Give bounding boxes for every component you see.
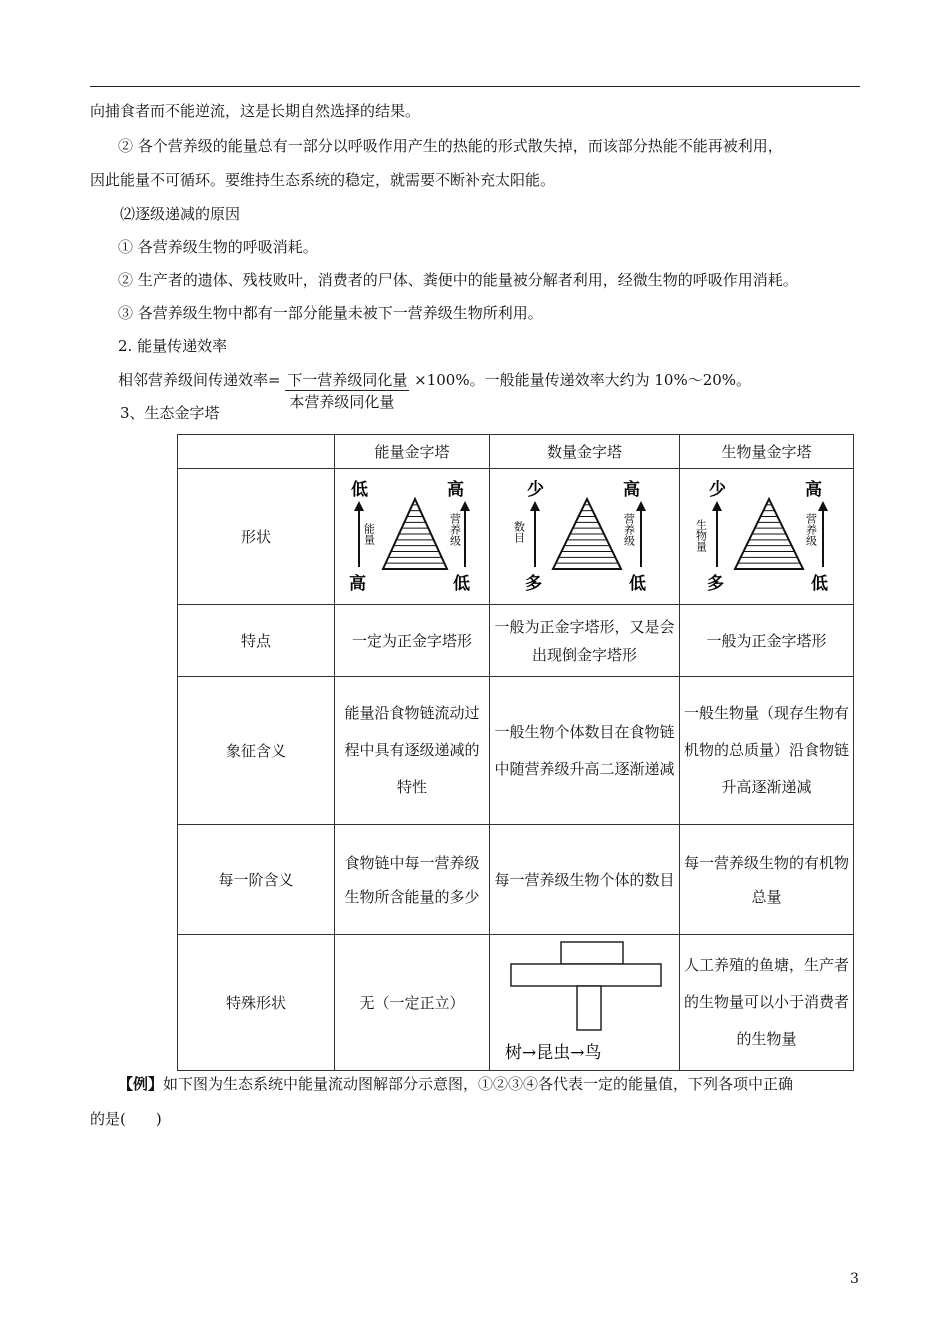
paragraph: ③ 各营养级生物中都有一部分能量未被下一营养级生物所利用。 [118,304,543,322]
table-cell: 一般为正金字塔形 [680,605,854,677]
food-chain-label: 树→昆虫→鸟 [504,1042,601,1063]
label-bottom-right: 低 [628,573,646,594]
table-row-meaning [178,677,854,825]
table-cell: 能量沿食物链流动过程中具有逐级递减的特性 [335,677,490,825]
paragraph: ② 各个营养级的能量总有一部分以呼吸作用产生的热能的形式散失掉，而该部分热能不能再被利用， [118,137,783,155]
ecological-pyramid-table [177,434,854,1071]
axis-label-left: 数目 [512,520,525,543]
page-number: 3 [850,1271,859,1287]
table-cell: 人工养殖的鱼塘，生产者的生物量可以小于消费者的生物量 [680,935,854,1071]
table-cell: 每一营养级生物的有机物总量 [680,825,854,935]
label-bottom-left: 多 [524,573,542,594]
axis-label-left: 能量 [362,522,376,545]
inverted-pyramid-cell [490,935,680,1071]
section-heading: ⑵逐级递减的原因 [120,205,241,223]
axis-label-right: 营养级 [448,512,462,546]
table-row-feature [178,605,854,677]
table-cell: 无（一定正立） [335,935,490,1071]
axis-label-right: 营养级 [804,512,817,546]
header-rule [90,86,860,87]
formula-numerator: 下一营养级同化量 [287,371,408,389]
formula-denominator: 本营养级同化量 [289,393,395,411]
number-pyramid-diagram [512,479,655,594]
formula-fraction [285,370,409,411]
label-top-right: 高 [622,479,640,500]
row-label-shape: 形状 [178,469,335,605]
row-label-step: 每一阶含义 [178,825,335,935]
formula-suffix: ×100%。一般能量传递效率大约为 10%～20%。 [414,371,752,389]
table-cell: 一定为正金字塔形 [335,605,490,677]
biomass-pyramid-diagram [694,479,837,594]
formula-prefix: 相邻营养级间传递效率= [118,371,281,389]
table-header-cell: 能量金字塔 [335,435,490,469]
paragraph: ② 生产者的遗体、残枝败叶，消费者的尸体、粪便中的能量被分解者利用，经微生物的呼吸作用消耗。 [118,271,798,289]
label-bottom-right: 低 [810,573,828,594]
row-label-meaning: 象征含义 [178,677,335,825]
table-cell: 一般生物个体数目在食物链中随营养级升高二逐渐递减 [490,677,680,825]
paragraph: 因此能量不可循环。要维持生态系统的稳定，就需要不断补充太阳能。 [90,171,556,189]
table-header-row [178,435,854,469]
table-cell: 一般为正金字塔形，又是会出现倒金字塔形 [490,605,680,677]
biomass-pyramid-cell [680,469,854,605]
section-heading: 2. 能量传递效率 [118,337,228,355]
inverted-pyramid-diagram [497,940,673,1066]
energy-pyramid-cell [335,469,490,605]
label-top-left: 少 [708,479,726,500]
table-row-shape [178,469,854,605]
section-heading: 3、生态金字塔 [120,404,220,422]
row-label-special: 特殊形状 [178,935,335,1071]
label-bottom-right: 低 [453,573,470,594]
example-tag: 【例】 [118,1075,164,1093]
paragraph: 向捕食者而不能逆流，这是长期自然选择的结果。 [90,102,421,120]
label-top-left: 低 [351,479,368,500]
table-row-step [178,825,854,935]
label-bottom-left: 高 [349,573,366,594]
label-bottom-left: 多 [706,573,724,594]
table-cell: 食物链中每一营养级生物所含能量的多少 [335,825,490,935]
table-cell: 一般生物量（现存生物有机物的总质量）沿食物链升高逐渐递减 [680,677,854,825]
efficiency-formula [118,370,752,411]
table-header-cell [178,435,335,469]
label-top-right: 高 [447,479,464,500]
example-text: 如下图为生态系统中能量流动图解部分示意图，①②③④各代表一定的能量值，下列各项中正确 [163,1075,794,1093]
table-header-cell: 数量金字塔 [490,435,680,469]
axis-label-right: 营养级 [622,512,635,546]
example-line: 的是( ) [90,1110,162,1128]
table-row-special [178,935,854,1071]
axis-label-left: 生物量 [694,518,707,552]
table-header-cell: 生物量金字塔 [680,435,854,469]
table-cell: 每一营养级生物个体的数目 [490,825,680,935]
row-label-feature: 特点 [178,605,335,677]
label-top-right: 高 [804,479,822,500]
paragraph: ① 各营养级生物的呼吸消耗。 [118,238,318,256]
label-top-left: 少 [526,479,544,500]
energy-pyramid-diagram [347,481,477,593]
example-line [118,1074,793,1094]
number-pyramid-cell [490,469,680,605]
